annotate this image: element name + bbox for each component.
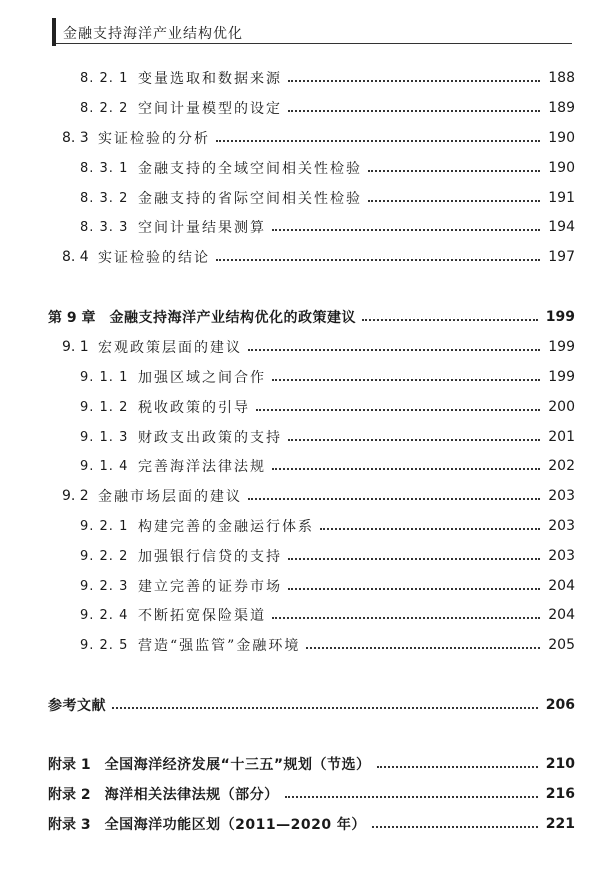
- entry-page: 203: [548, 518, 575, 534]
- toc-entry[interactable]: [0, 67, 605, 89]
- leader-dots: [272, 379, 540, 381]
- header-rule: [56, 43, 572, 44]
- header-title: 金融支持海洋产业结构优化: [63, 26, 243, 42]
- toc-entry[interactable]: [0, 187, 605, 209]
- leader-dots: [272, 229, 540, 231]
- toc-entry[interactable]: [0, 634, 605, 656]
- toc-entry[interactable]: [0, 545, 605, 567]
- toc-entry[interactable]: [0, 336, 605, 358]
- entry-number: 8. 3: [62, 130, 89, 146]
- entry-title: 金融支持海洋产业结构优化的政策建议: [109, 310, 356, 326]
- toc-entry[interactable]: [0, 97, 605, 119]
- entry-number: 9. 2. 1: [80, 518, 129, 534]
- leader-dots: [306, 647, 540, 649]
- entry-page: 204: [548, 607, 575, 623]
- entry-title: 不断拓宽保险渠道: [138, 608, 266, 624]
- entry-page: 199: [548, 339, 575, 355]
- entry-page: 194: [548, 219, 575, 235]
- entry-title: 宏观政策层面的建议: [98, 340, 242, 356]
- leader-dots: [248, 498, 540, 500]
- leader-dots: [256, 409, 540, 411]
- leader-dots: [368, 170, 540, 172]
- entry-page: 205: [548, 637, 575, 653]
- entry-page: 204: [548, 578, 575, 594]
- entry-page: 221: [545, 816, 575, 832]
- toc-entry[interactable]: [0, 396, 605, 418]
- leader-dots: [288, 80, 540, 82]
- toc-chapter-entry[interactable]: [0, 306, 605, 328]
- entry-page: 216: [545, 786, 575, 802]
- toc-entry[interactable]: [0, 485, 605, 507]
- entry-number: 8. 2. 1: [80, 70, 129, 86]
- entry-page: 203: [548, 488, 575, 504]
- entry-title: 加强区域之间合作: [138, 370, 266, 386]
- entry-page: 202: [548, 458, 575, 474]
- entry-page: 191: [548, 190, 575, 206]
- leader-dots: [288, 439, 540, 441]
- entry-number: 9. 2. 4: [80, 607, 129, 623]
- entry-number: 9. 1: [62, 339, 89, 355]
- entry-title: 金融支持的省际空间相关性检验: [138, 191, 362, 207]
- entry-number: 8. 3. 2: [80, 190, 129, 206]
- leader-dots: [288, 558, 540, 560]
- leader-dots: [285, 796, 538, 798]
- leader-dots: [216, 259, 540, 261]
- toc-entry[interactable]: [0, 426, 605, 448]
- entry-number: 9. 2. 5: [80, 637, 129, 653]
- entry-title: 全国海洋功能区划（2011—2020 年）: [104, 817, 366, 833]
- entry-title: 变量选取和数据来源: [138, 71, 282, 87]
- entry-title: 财政支出政策的支持: [138, 430, 282, 446]
- toc-entry[interactable]: [0, 246, 605, 268]
- entry-number: 9. 1. 1: [80, 369, 129, 385]
- entry-number: 9. 1. 4: [80, 458, 129, 474]
- appendix-number: 附录 3: [48, 817, 91, 833]
- entry-number: 8. 4: [62, 249, 89, 265]
- entry-title: 构建完善的金融运行体系: [138, 519, 314, 535]
- appendix-number: 附录 1: [48, 757, 91, 773]
- appendix-number: 附录 2: [48, 787, 91, 803]
- entry-title: 营造“强监管”金融环境: [138, 638, 301, 654]
- entry-title: 实证检验的分析: [98, 131, 210, 147]
- toc-entry[interactable]: [0, 366, 605, 388]
- entry-title: 空间计量结果测算: [138, 220, 266, 236]
- leader-dots: [272, 468, 540, 470]
- leader-dots: [216, 140, 540, 142]
- leader-dots: [288, 110, 540, 112]
- chapter-number: 第 9 章: [48, 310, 96, 326]
- entry-number: 9. 1. 2: [80, 399, 129, 415]
- entry-page: 199: [548, 369, 575, 385]
- entry-page: 200: [548, 399, 575, 415]
- entry-page: 201: [548, 429, 575, 445]
- leader-dots: [362, 319, 538, 321]
- entry-title: 金融市场层面的建议: [98, 489, 242, 505]
- leader-dots: [372, 826, 538, 828]
- toc-entry[interactable]: [0, 216, 605, 238]
- leader-dots: [248, 349, 540, 351]
- leader-dots: [272, 617, 540, 619]
- entry-title: 完善海洋法律法规: [138, 459, 266, 475]
- toc-entry[interactable]: [0, 157, 605, 179]
- entry-page: 203: [548, 548, 575, 564]
- toc-entry[interactable]: [0, 575, 605, 597]
- entry-page: 189: [548, 100, 575, 116]
- leader-dots: [368, 200, 540, 202]
- entry-title: 全国海洋经济发展“十三五”规划（节选）: [104, 757, 371, 773]
- entry-number: 8. 3. 3: [80, 219, 129, 235]
- entry-number: 9. 2. 2: [80, 548, 129, 564]
- entry-page: 199: [545, 309, 575, 325]
- entry-title: 金融支持的全域空间相关性检验: [138, 161, 362, 177]
- toc-entry[interactable]: [0, 604, 605, 626]
- entry-page: 210: [545, 756, 575, 772]
- entry-number: 9. 1. 3: [80, 429, 129, 445]
- header-bar: [52, 18, 56, 46]
- entry-page: 188: [548, 70, 575, 86]
- toc-entry[interactable]: [0, 455, 605, 477]
- entry-title: 实证检验的结论: [98, 250, 210, 266]
- entry-title: 参考文献: [48, 698, 106, 714]
- entry-title: 海洋相关法律法规（部分）: [104, 787, 279, 803]
- entry-number: 9. 2. 3: [80, 578, 129, 594]
- toc-appendix-entry[interactable]: [0, 753, 605, 775]
- entry-number: 8. 2. 2: [80, 100, 129, 116]
- leader-dots: [288, 588, 540, 590]
- entry-title: 建立完善的证券市场: [138, 579, 282, 595]
- entry-number: 9. 2: [62, 488, 89, 504]
- entry-title: 空间计量模型的设定: [138, 101, 282, 117]
- leader-dots: [112, 707, 538, 709]
- leader-dots: [377, 766, 538, 768]
- toc-entry[interactable]: [0, 515, 605, 537]
- entry-page: 190: [548, 160, 575, 176]
- entry-title: 税收政策的引导: [138, 400, 250, 416]
- leader-dots: [320, 528, 540, 530]
- entry-page: 190: [548, 130, 575, 146]
- running-header: [52, 18, 572, 46]
- toc-appendix-entry[interactable]: [0, 783, 605, 805]
- entry-title: 加强银行信贷的支持: [138, 549, 282, 565]
- entry-number: 8. 3. 1: [80, 160, 129, 176]
- toc-references-entry[interactable]: [0, 694, 605, 716]
- toc-appendix-entry[interactable]: [0, 813, 605, 835]
- toc-entry[interactable]: [0, 127, 605, 149]
- entry-page: 197: [548, 249, 575, 265]
- entry-page: 206: [545, 697, 575, 713]
